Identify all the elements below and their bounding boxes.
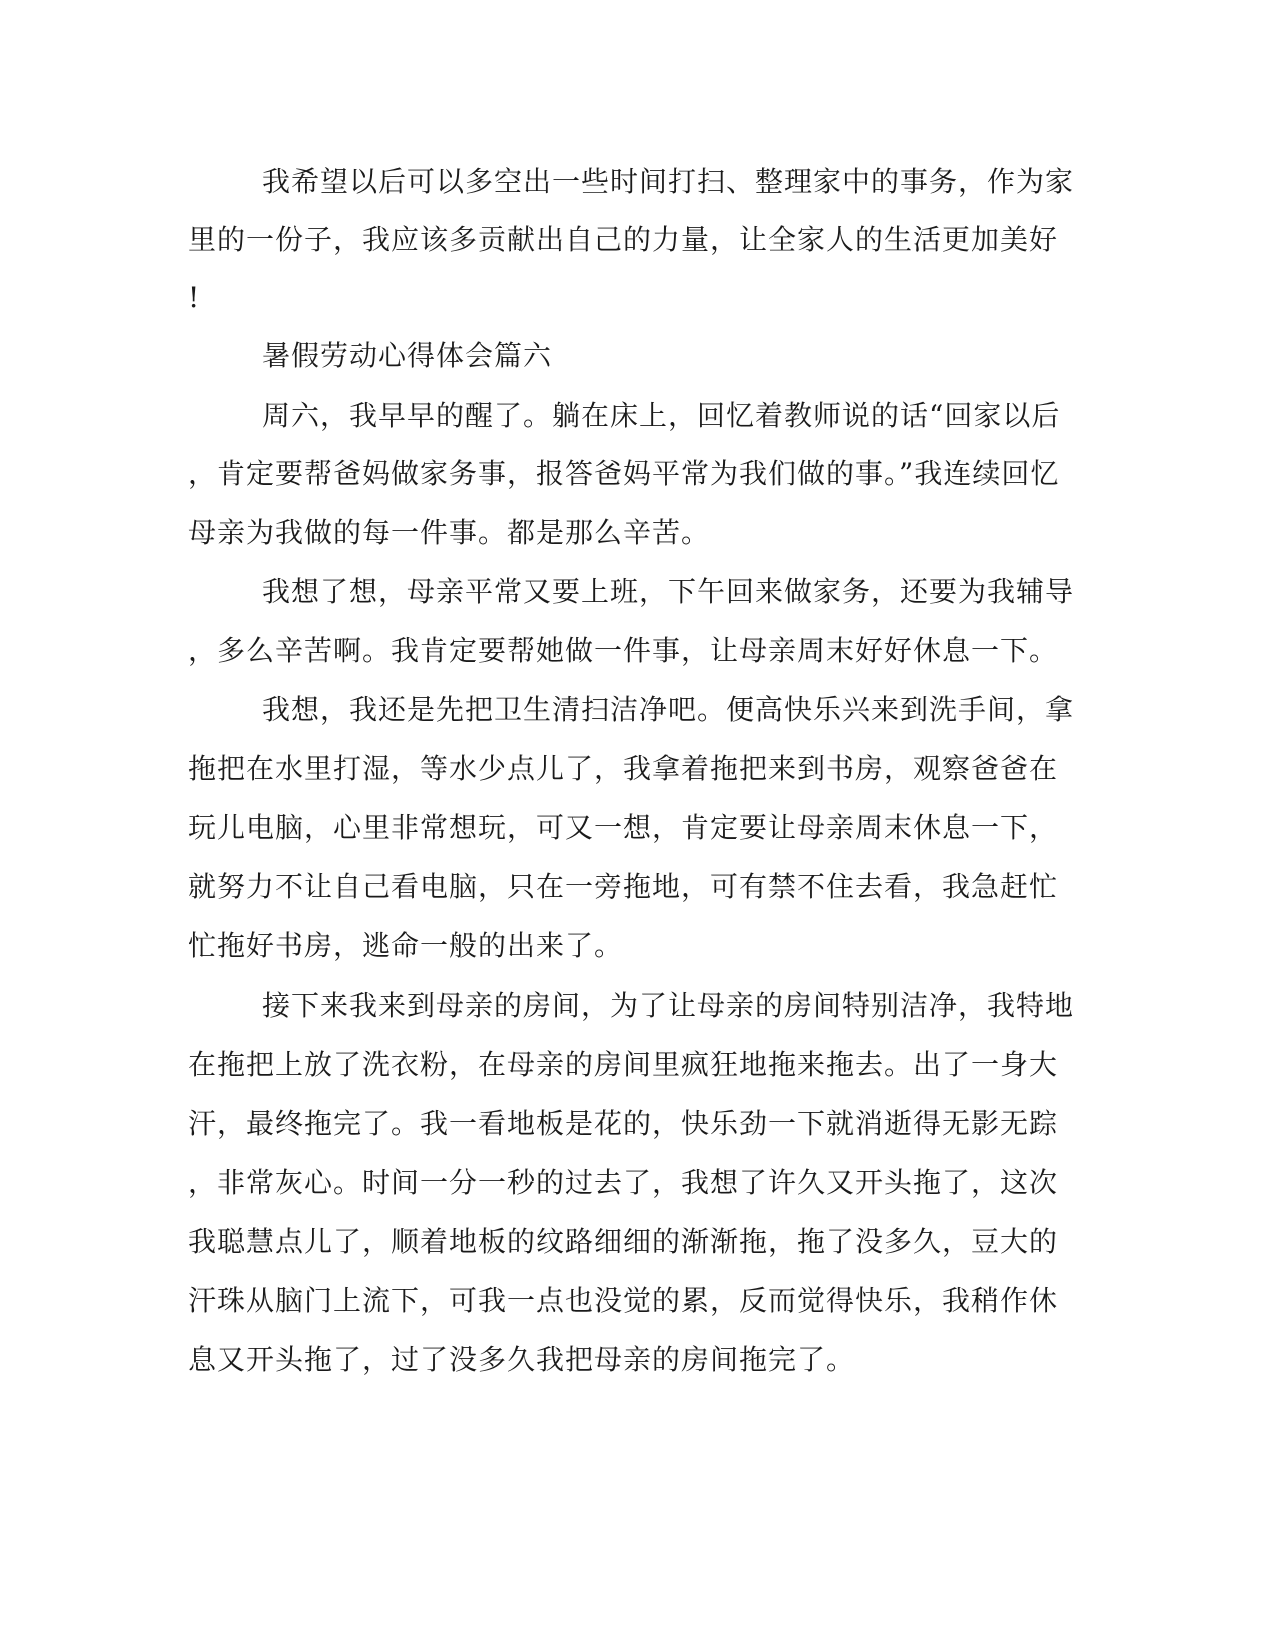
paragraph-1-line-3: ! bbox=[188, 281, 201, 314]
paragraph-4-line-5: 忙拖好书房，逃命一般的出来了。 bbox=[188, 929, 624, 962]
paragraph-2-line-3: 母亲为我做的每一件事。都是那么辛苦。 bbox=[188, 516, 711, 549]
paragraph-4-line-2: 拖把在水里打湿，等水少点儿了，我拿着拖把来到书房，观察爸爸在 bbox=[188, 752, 1059, 785]
paragraph-4-line-4: 就努力不让自己看电脑，只在一旁拖地，可有禁不住去看，我急赶忙 bbox=[188, 870, 1059, 903]
paragraph-5-line-3: 汗，最终拖完了。我一看地板是花的，快乐劲一下就消逝得无影无踪 bbox=[188, 1107, 1059, 1140]
paragraph-1-line-2: 里的一份子，我应该多贡献出自己的力量，让全家人的生活更加美好 bbox=[188, 223, 1059, 256]
paragraph-5-line-6: 汗珠从脑门上流下，可我一点也没觉的累，反而觉得快乐，我稍作休 bbox=[188, 1284, 1059, 1317]
paragraph-3-line-2: ，多么辛苦啊。我肯定要帮她做一件事，让母亲周末好好休息一下。 bbox=[188, 634, 1059, 667]
paragraph-3-line-1: 我想了想，母亲平常又要上班，下午回来做家务，还要为我辅导 bbox=[262, 575, 1075, 608]
paragraph-5-line-2: 在拖把上放了洗衣粉，在母亲的房间里疯狂地拖来拖去。出了一身大 bbox=[188, 1048, 1059, 1081]
paragraph-5-line-7: 息又开头拖了，过了没多久我把母亲的房间拖完了。 bbox=[188, 1343, 856, 1376]
paragraph-2-line-1: 周六，我早早的醒了。躺在床上，回忆着教师说的话“回家以后 bbox=[262, 399, 1061, 432]
paragraph-4-line-3: 玩儿电脑，心里非常想玩，可又一想，肯定要让母亲周末休息一下， bbox=[188, 811, 1059, 844]
paragraph-5-line-5: 我聪慧点儿了，顺着地板的纹路细细的渐渐拖，拖了没多久，豆大的 bbox=[188, 1225, 1059, 1258]
paragraph-5-line-4: ，非常灰心。时间一分一秒的过去了，我想了许久又开头拖了，这次 bbox=[188, 1166, 1059, 1199]
section-heading: 暑假劳动心得体会篇六 bbox=[262, 339, 553, 372]
paragraph-2-line-2: ，肯定要帮爸妈做家务事，报答爸妈平常为我们做的事。”我连续回忆 bbox=[188, 457, 1060, 490]
paragraph-4-line-1: 我想，我还是先把卫生清扫洁净吧。便高快乐兴来到洗手间，拿 bbox=[262, 693, 1075, 726]
paragraph-1-line-1: 我希望以后可以多空出一些时间打扫、整理家中的事务，作为家 bbox=[262, 165, 1075, 198]
paragraph-5-line-1: 接下来我来到母亲的房间，为了让母亲的房间特别洁净，我特地 bbox=[262, 989, 1075, 1022]
